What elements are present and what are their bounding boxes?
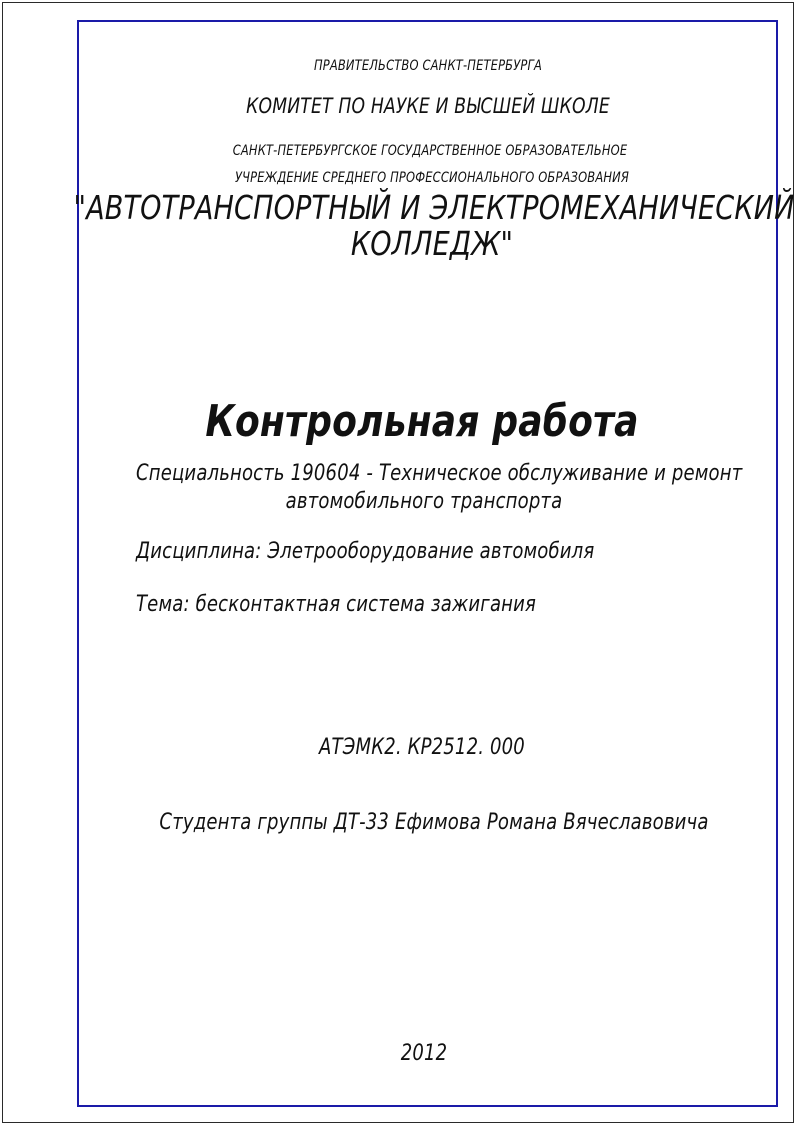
government-heading: ПРАВИТЕЛЬСТВО САНКТ-ПЕТЕРБУРГА [313,58,543,74]
committee-heading: КОМИТЕТ ПО НАУКЕ И ВЫСШЕЙ ШКОЛЕ [246,94,610,118]
specialty-line-1: Специальность 190604 - Техническое обслуживание и ремонт [136,461,743,486]
college-name-line-2: КОЛЛЕДЖ" [350,224,514,263]
year: 2012 [400,1041,448,1066]
document-title: Контрольная работа [205,396,639,447]
document-code: АТЭМК2. КР2512. 000 [319,735,525,760]
institution-line-2: УЧРЕЖДЕНИЕ СРЕДНЕГО ПРОФЕССИОНАЛЬНОГО ОБРАЗОВАНИЯ [234,170,630,186]
college-name-line-1: "АВТОТРАНСПОРТНЫЙ И ЭЛЕКТРОМЕХАНИЧЕСКИЙ [73,188,795,227]
specialty-line-2: автомобильного транспорта [285,489,563,514]
student-name: Студента группы ДТ-33 Ефимова Романа Вячеславовича [159,810,709,835]
discipline: Дисциплина: Элетрооборудование автомобиля [136,539,595,564]
topic: Тема: бесконтактная система зажигания [136,592,537,617]
institution-line-1: САНКТ-ПЕТЕРБУРГСКОЕ ГОСУДАРСТВЕННОЕ ОБРАЗОВАТЕЛЬНОЕ [232,143,628,159]
